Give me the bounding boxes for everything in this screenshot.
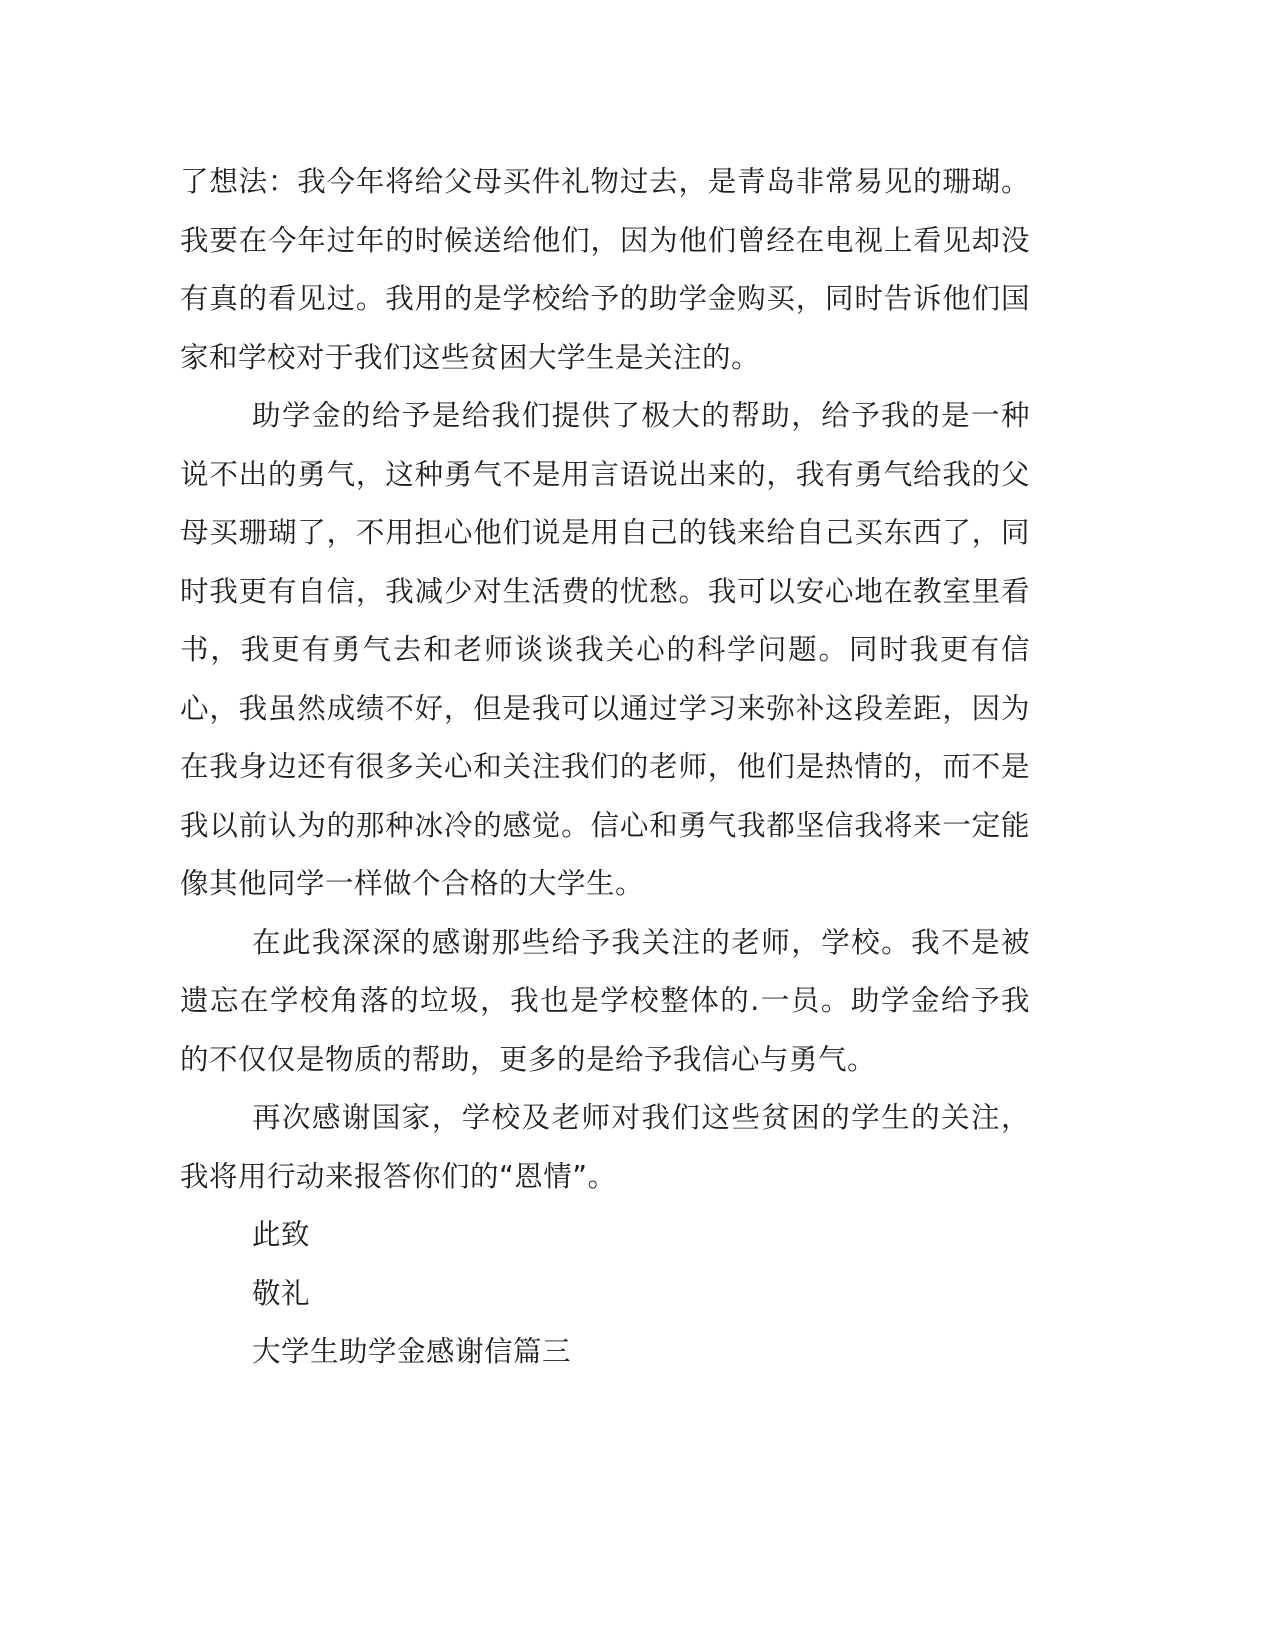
salutation-line: 敬礼 [252,1276,311,1310]
paragraph-gratitude: 在此我深深的感谢那些给予我关注的老师，学校。我不是被遗忘在学校角落的垃圾，我也是学校整体的.一员。助学金给予我的不仅仅是物质的帮助，更多的是给予我信心与勇气。 [180,925,1030,1076]
next-section-title: 大学生助学金感谢信篇三 [252,1335,572,1368]
paragraph-courage: 助学金的给予是给我们提供了极大的帮助，给予我的是一种说不出的勇气，这种勇气不是用言语说出来的，我有勇气给我的父母买珊瑚了，不用担心他们说是用自己的钱来给自己买东西了，同时我更有自信，我减少对生活费的忧愁。我可以安心地在教室里看书，我更有勇气去和老师谈谈我关心的科学问题。同时我更有信心，我虽然成绩不好，但是我可以通过学习来弥补这段差距，因为在我身边还有很多关心和关注我们的老师，他们是热情的，而不是我以前认为的那种冰冷的感觉。信心和勇气我都坚信我将来一定能像其他同学一样做个合格的大学生。 [180,399,1030,900]
paragraph-thanks-again: 再次感谢国家，学校及老师对我们这些贫困的学生的关注，我将用行动来报答你们的“恩情”。 [180,1101,1030,1193]
closing-line: 此致 [252,1218,311,1251]
paragraph-continuation: 了想法：我今年将给父母买件礼物过去，是青岛非常易见的珊瑚。我要在今年过年的时候送给他们，因为他们曾经在电视上看见却没有真的看见过。我用的是学校给予的助学金购买，同时告诉他们国家和学校对于我们这些贫困大学生是关注的。 [180,165,1030,374]
letter-body [180,153,1030,1382]
